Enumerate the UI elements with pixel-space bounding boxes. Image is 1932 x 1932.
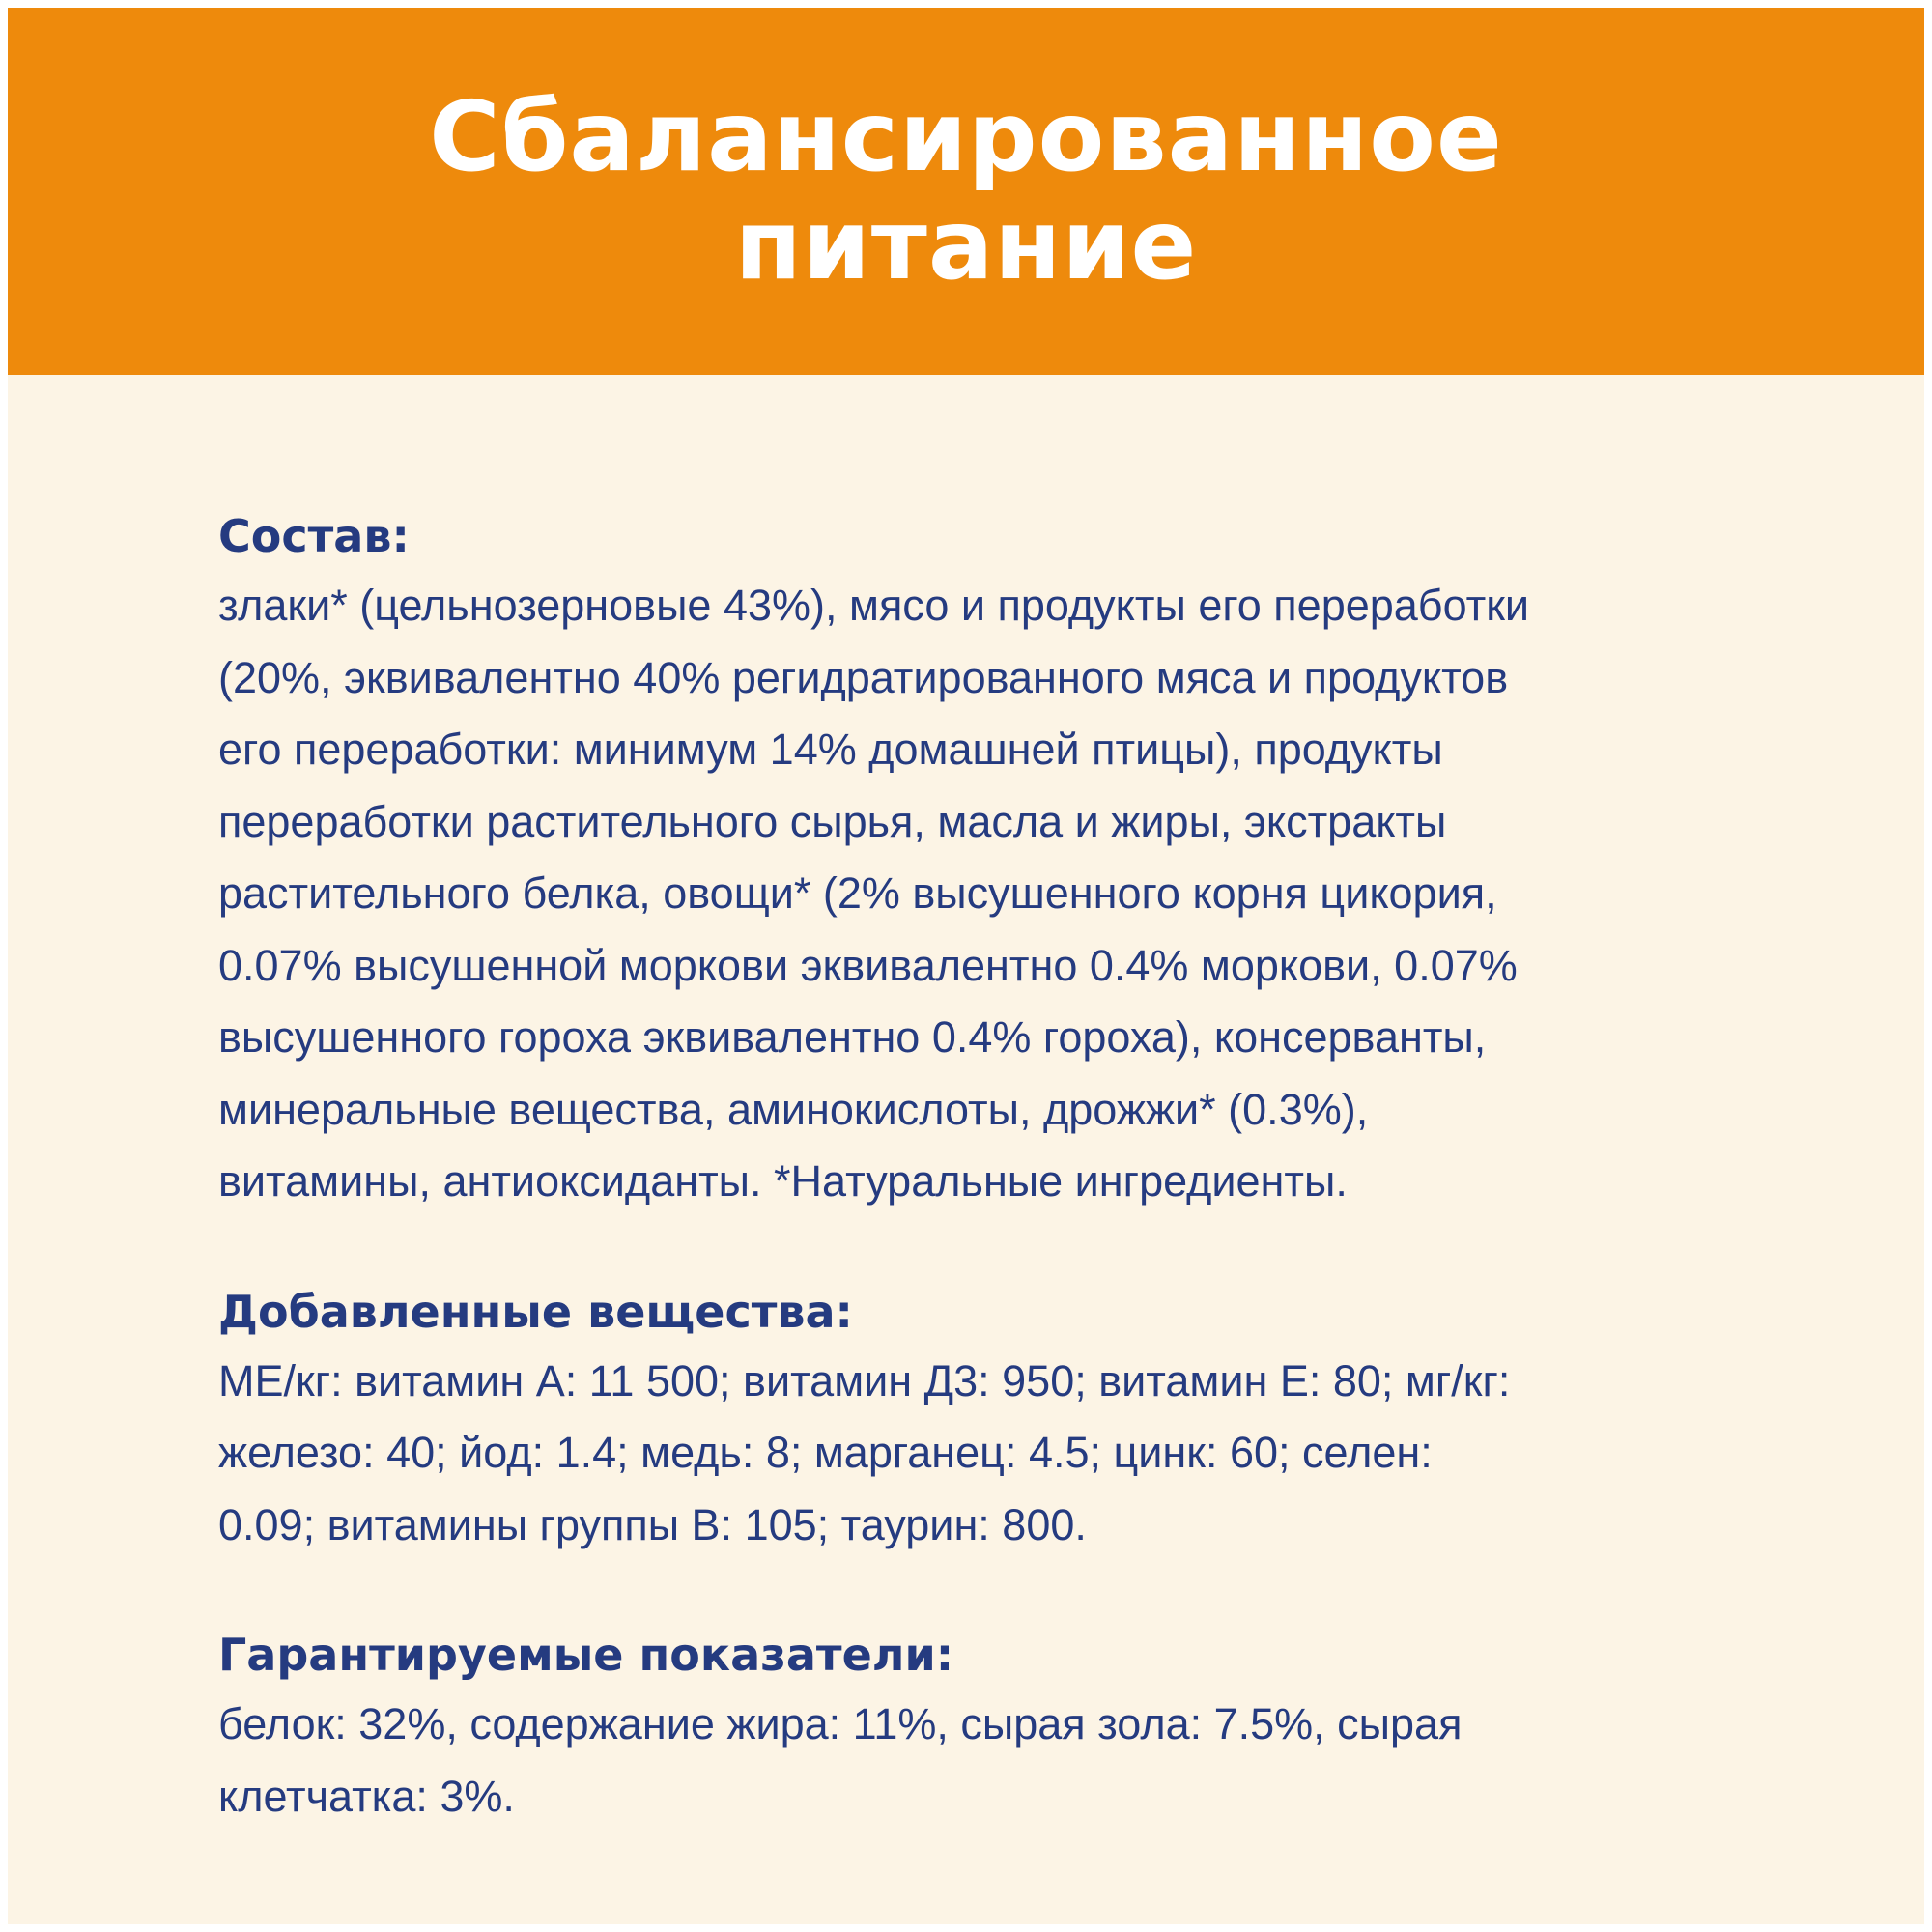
composition-line: 0.07% высушенной моркови эквивалентно 0.4% моркови, 0.07%: [218, 940, 1518, 990]
composition-text: [218, 570, 1745, 1218]
composition-line: витамины, антиоксиданты. *Натуральные ингредиенты.: [218, 1156, 1348, 1206]
header-banner: [8, 8, 1924, 375]
additives-text: [218, 1346, 1745, 1562]
page-title-line-2: питание: [734, 188, 1198, 301]
composition-line: переработки растительного сырья, масла и жиры, экстракты: [218, 796, 1447, 846]
additives-section: [218, 1278, 1745, 1562]
guaranteed-line: белок: 32%, содержание жира: 11%, сырая зола: 7.5%, сырая: [218, 1699, 1463, 1748]
composition-line: (20%, эквивалентно 40% регидратированного мяса и продуктов: [218, 652, 1509, 702]
composition-line: злаки* (цельнозерновые 43%), мясо и продукты его переработки: [218, 581, 1530, 630]
additives-line: МЕ/кг: витамин А: 11 500; витамин Д3: 950; витамин Е: 80; мг/кг:: [218, 1355, 1511, 1406]
additives-heading: Добавленные вещества:: [218, 1285, 853, 1338]
guaranteed-section: [218, 1621, 1745, 1833]
additives-line: 0.09; витамины группы В: 105; таурин: 800.: [218, 1499, 1087, 1549]
page-title-line-1: Сбалансированное: [429, 80, 1503, 193]
content-area: [218, 502, 1745, 1892]
composition-line: высушенного гороха эквивалентно 0.4% гороха), консерванты,: [218, 1012, 1487, 1062]
additives-line: железо: 40; йод: 1.4; медь: 8; марганец: 4.5; цинк: 60; селен:: [218, 1428, 1433, 1477]
composition-line: растительного белка, овощи* (2% высушенного корня цикория,: [218, 868, 1497, 918]
composition-heading: Состав:: [218, 510, 410, 562]
composition-line: минеральные вещества, аминокислоты, дрожжи* (0.3%),: [218, 1084, 1369, 1134]
guaranteed-text: [218, 1689, 1745, 1833]
page-title: [8, 80, 1924, 301]
composition-line: его переработки: минимум 14% домашней птицы), продукты: [218, 724, 1443, 774]
guaranteed-heading: Гарантируемые показатели:: [218, 1629, 954, 1681]
guaranteed-line: клетчатка: 3%.: [218, 1771, 515, 1821]
composition-section: [218, 502, 1745, 1218]
page-canvas: [8, 8, 1924, 1924]
